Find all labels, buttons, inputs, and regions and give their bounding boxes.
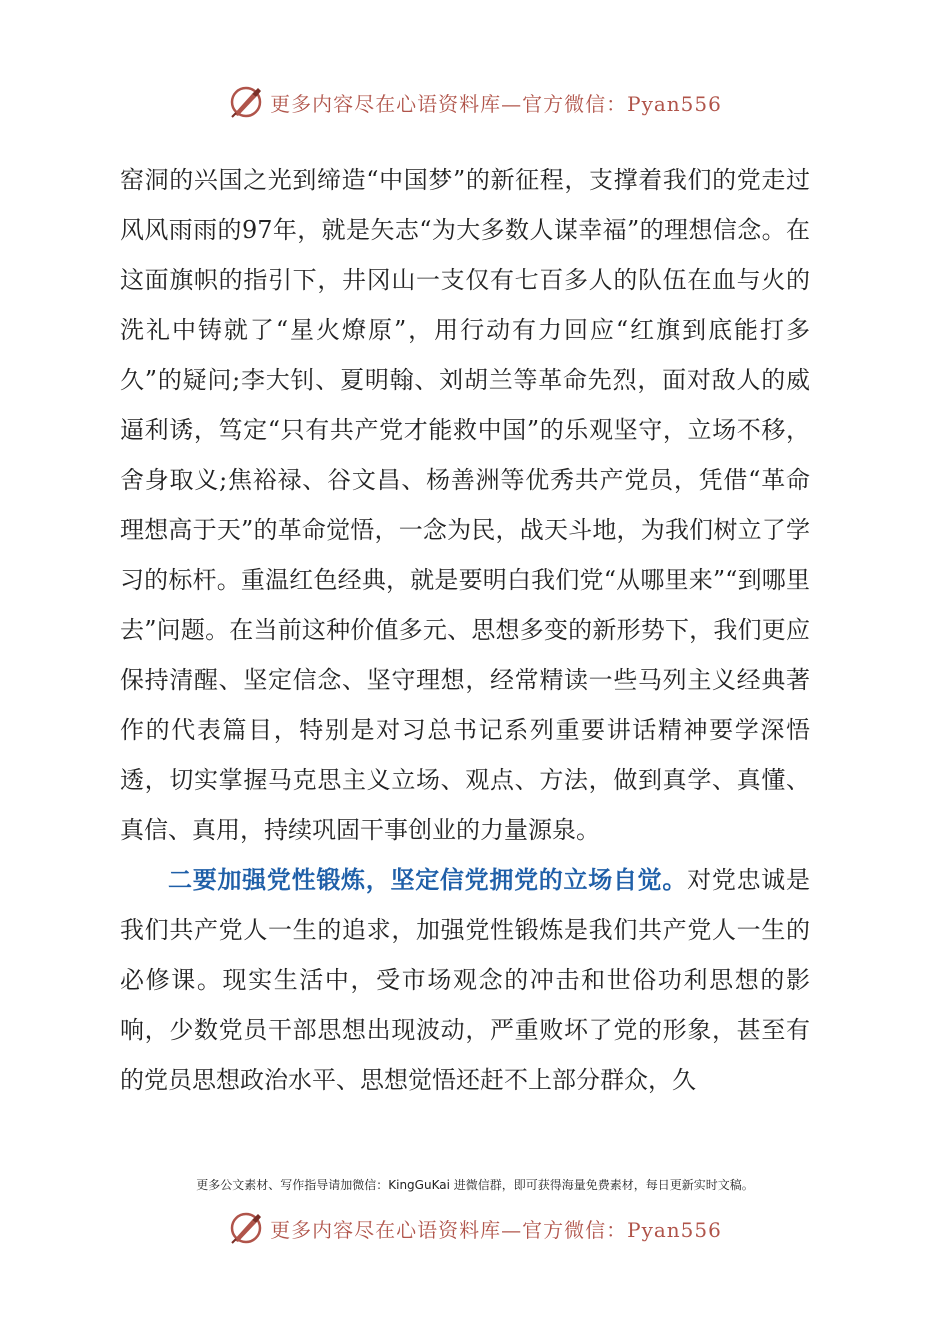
pen-circle-logo-icon [228, 1210, 264, 1246]
header-banner-text: 更多内容尽在心语资料库—官方微信：Pyan556 [270, 91, 722, 116]
body-paragraph-1: 窑洞的兴国之光到缔造“中国梦”的新征程，支撑着我们的党走过风风雨雨的97年，就是矢志“为大多数人谋幸福”的理想信念。在这面旗帜的指引下，井冈山一支仅有七百多人的队伍在血与火的洗礼中铸就了“星火燎原”，用行动有力回应“红旗到底能打多久”的疑问;李大钊、夏明翰、刘胡兰等革命先烈，面对敌人的威逼利诱，笃定“只有共产党才能救中国”的乐观坚守，立场不移，舍身取义;焦裕禄、谷文昌、杨善洲等优秀共产党员，凭借“革命理想高于天”的革命觉悟，一念为民，战天斗地，为我们树立了学习的标杆。重温红色经典，就是要明白我们党“从哪里来”“到哪里去”问题。在当前这种价值多元、思想多变的新形势下，我们更应保持清醒、坚定信念、坚守理想，经常精读一些马列主义经典著作的代表篇目，特别是对习总书记系列重要讲话精神要学深悟透，切实掌握马克思主义立场、观点、方法，做到真学、真懂、真信、真用，持续巩固干事创业的力量源泉。 [120, 166, 810, 844]
header-banner [0, 82, 950, 122]
footer-banner [0, 1208, 950, 1248]
document-body [120, 155, 810, 1105]
body-paragraph-2 [120, 855, 810, 1105]
footer-banner-text: 更多内容尽在心语资料库—官方微信：Pyan556 [270, 1217, 722, 1242]
footer-note: 更多公文素材、写作指导请加微信：KingGuKai 进微信群，即可获得海量免费素材，每日更新实时文稿。 [196, 1178, 754, 1192]
section-heading: 二要加强党性锻炼，坚定信党拥党的立场自觉。 [168, 865, 688, 894]
body-paragraph-2-text: 对党忠诚是我们共产党人一生的追求，加强党性锻炼是我们共产党人一生的必修课。现实生活中，受市场观念的冲击和世俗功利思想的影响，少数党员干部思想出现波动，严重败坏了党的形象，甚至有的党员思想政治水平、思想觉悟还赶不上部分群众，久 [120, 866, 811, 1094]
pen-circle-logo-icon [228, 84, 264, 120]
